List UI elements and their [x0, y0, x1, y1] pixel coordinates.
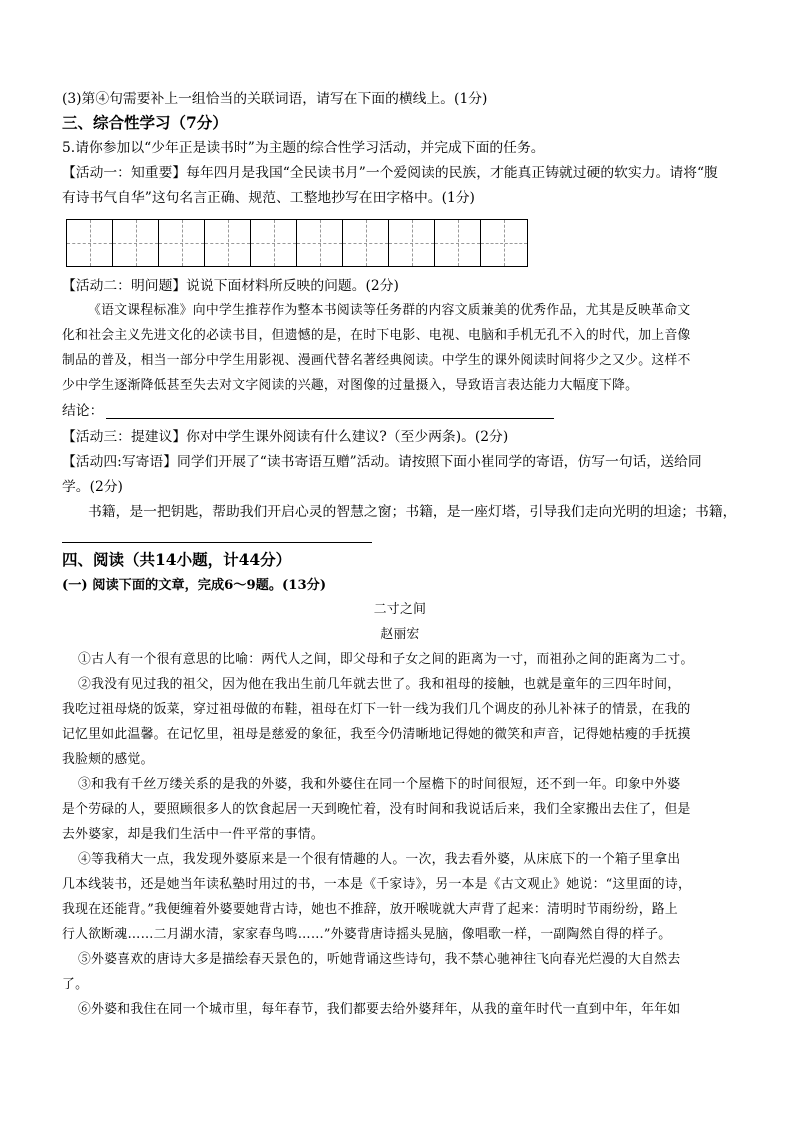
paragraph-line: ⑥外婆和我住在同一个城市里，每年春节，我们都要去给外婆拜年，从我的童年时代一直到中年，年年如 [78, 1002, 681, 1017]
q5-text: 5.请你参加以“少年正是读书时”为主题的综合性学习活动，并完成下面的任务。 [62, 140, 545, 156]
q3-text: (3)第④句需要补上一组恰当的关联词语，请写在下面的横线上。(1分) [62, 91, 488, 107]
paragraph-line: 去外婆家，却是我们生活中一件平常的事情。 [62, 827, 324, 842]
activity4-answer-line[interactable] [62, 542, 372, 543]
paragraph-line: 是个劳碌的人，要照顾很多人的饮食起居一天到晚忙着，没有时间和我说话后来，我们全家搬出去住了，但是 [62, 802, 691, 817]
grid-cell[interactable] [67, 220, 113, 266]
paragraph-line: 我现在还能背。”我便缠着外婆要她背古诗，她也不推辞，放开喉咙就大声背了起来：清明时节雨纷纷，路上 [62, 902, 678, 917]
section4-subtitle: (一) 阅读下面的文章，完成6～9题。(13分) [62, 578, 327, 593]
article-title: 二寸之间 [373, 602, 427, 617]
grid-cell[interactable] [159, 220, 205, 266]
grid-cell[interactable] [343, 220, 389, 266]
paragraph-line: 记忆里如此温馨。在记忆里，祖母是慈爱的象征，我至今仍清晰地记得她的微笑和声音，记得她枯瘦的手抚摸 [62, 727, 691, 742]
conclusion-label: 结论： [62, 403, 104, 419]
conclusion-answer-line[interactable] [106, 418, 554, 419]
grid-cell[interactable] [251, 220, 297, 266]
section4-title: 四、阅读（共14小题，计44分） [62, 550, 292, 569]
paragraph-line: 几本线装书，还是她当年读私塾时用过的书，一本是《千家诗》，另一本是《古文观止》她说：“这里面的诗， [62, 877, 692, 892]
grid-cell[interactable] [297, 220, 343, 266]
paragraph-line: ⑤外婆喜欢的唐诗大多是描绘春天景色的，听她背诵这些诗句，我不禁心驰神往飞向春光烂漫的大自然去 [78, 952, 681, 967]
activity2-text-line: 化和社会主义先进文化的必读书目，但遗憾的是，在时下电影、电视、电脑和手机无孔不入的时代，加上音像 [62, 328, 691, 343]
paragraph-line: 行人欲断魂……二月湖水清，家家春鸟鸣……”外婆背唐诗摇头晃脑，像唱歌一样，一副陶然自得的样子。 [62, 927, 672, 942]
tianzige-grid[interactable] [66, 219, 528, 267]
grid-cell[interactable] [205, 220, 251, 266]
activity2-text-line: 少中学生逐渐降低甚至失去对文字阅读的兴趣，对图像的过量摄入，导致语言表达能力大幅度下降。 [62, 378, 639, 393]
grid-cell[interactable] [389, 220, 435, 266]
paragraph-line: ②我没有见过我的祖父，因为他在我出生前几年就去世了。我和祖母的接触，也就是童年的三四年时间， [78, 677, 681, 692]
activity4-line2: 学。(2分) [62, 479, 123, 495]
grid-cell[interactable] [113, 220, 159, 266]
article-author: 赵丽宏 [380, 627, 420, 642]
activity3-text: 【活动三：提建议】你对中学生课外阅读有什么建议?（至少两条)。(2分) [62, 429, 509, 445]
activity2-text-line: 制品的普及，相当一部分中学生用影视、漫画代替名著经典阅读。中学生的课外阅读时间将少之又少。这样不 [62, 353, 691, 368]
paragraph-line: 了。 [62, 977, 89, 992]
grid-cell[interactable] [481, 220, 527, 266]
paragraph-line: 我吃过祖母烧的饭菜，穿过祖母做的布鞋，祖母在灯下一针一线为我们几个调皮的孙儿补袜子的情景，在我的 [62, 702, 691, 717]
grid-cell[interactable] [435, 220, 481, 266]
paragraph-line: ③和我有千丝万缕关系的是我的外婆，我和外婆住在同一个屋檐下的时间很短，还不到一年。印象中外婆 [78, 777, 681, 792]
activity1-line1: 【活动一：知重要】每年四月是我国“全民读书月”一个爱阅读的民族，才能真正铸就过硬的软实力。请将“腹 [62, 165, 718, 181]
paragraph-line: 我脸颊的感觉。 [62, 752, 154, 767]
activity2-title: 【活动二：明问题】说说下面材料所反映的问题。(2分) [62, 278, 399, 294]
paragraph-line: ④等我稍大一点，我发现外婆原来是一个很有情趣的人。一次，我去看外婆，从床底下的一个箱子里拿出 [78, 852, 681, 867]
paragraph-line: ①古人有一个很有意思的比喻：两代人之间，即父母和子女之间的距离为一寸，而祖孙之间的距离为二寸。 [78, 652, 694, 667]
activity4-line1: 【活动四:写寄语】同学们开展了“读书寄语互赠”活动。请按照下面小崔同学的寄语，仿写一句话，送给同 [62, 454, 702, 470]
activity2-text-line: 《语文课程标准》向中学生推荐作为整本书阅读等任务群的内容文质兼美的优秀作品，尤其是反映革命文 [88, 303, 691, 318]
activity4-example: 书籍，是一把钥匙，帮助我们开启心灵的智慧之窗；书籍，是一座灯塔，引导我们走向光明的坦途；书籍， [88, 504, 737, 520]
activity1-line2: 有诗书气自华”这句名言正确、规范、工整地抄写在田字格中。(1分) [62, 190, 475, 206]
section3-title: 三、综合性学习（7分） [62, 113, 228, 132]
